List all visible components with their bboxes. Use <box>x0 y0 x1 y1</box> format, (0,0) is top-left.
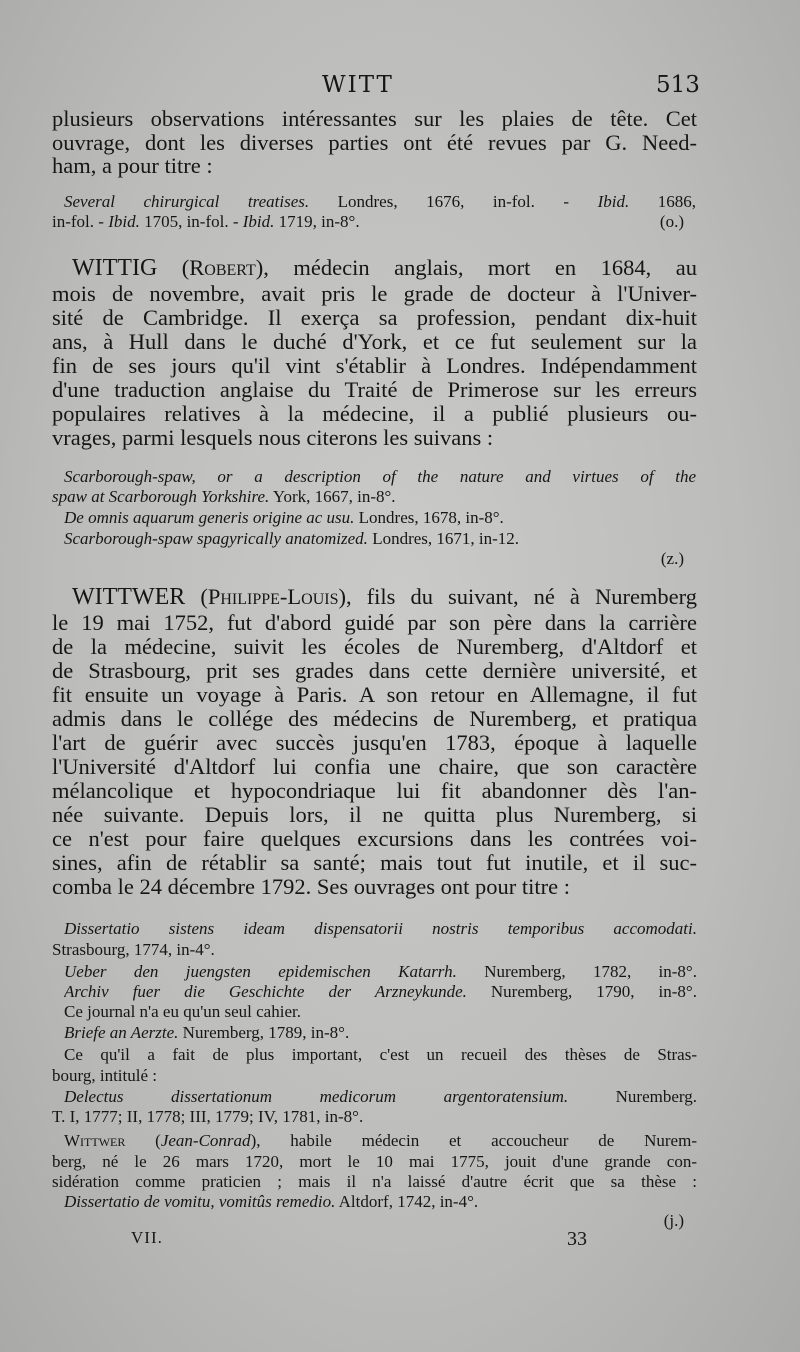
text-line: sines, afin de rétablir sa santé; mais tout fut inutile, et il suc- <box>52 850 697 875</box>
work-text: Nuremberg, 1789, in-8°. <box>178 1023 350 1042</box>
ref-text: Londres, 1676, in-fol. - <box>309 192 598 211</box>
work-title-text: Scarborough-spaw, or a description of the nature and virtues of the <box>64 467 696 486</box>
work-line <box>52 486 697 508</box>
author-signature: (j.) <box>663 1211 684 1230</box>
work-line <box>64 961 697 983</box>
work-title <box>64 466 696 488</box>
work-line: T. I, 1777; II, 1778; III, 1779; IV, 1781, in-8°. <box>52 1107 364 1126</box>
work-title-text: Dissertatio de vomitu, vomitûs remedio. <box>64 1192 336 1211</box>
text-line: de Strasbourg, prit ses grades dans cette dernière université, et <box>52 658 697 683</box>
work-title-text: Ueber den juengsten epidemischen Katarrh. <box>64 962 457 981</box>
ref-ibid: Ibid. <box>108 212 140 231</box>
work-text: York, 1667, in-8°. <box>269 487 396 506</box>
work-title-text: Briefe an Aerzte. <box>64 1023 179 1042</box>
work-title-text: spaw at Scarborough Yorkshire. <box>52 487 270 506</box>
text-line: ouvrage, dont les diverses parties ont été revues par G. Need- <box>52 130 697 155</box>
work-text: Nuremberg, 1782, in-8°. <box>456 962 697 981</box>
entry-firstname: Philippe-Louis <box>207 584 339 609</box>
work-title-text: Delectus dissertationum medicorum argentoratensium. <box>64 1087 569 1106</box>
work-text: Londres, 1678, in-8°. <box>354 508 504 527</box>
ref-text: 1719, in-8°. <box>274 212 360 231</box>
entry-heading: WITTWER (Philippe-Louis), fils du suivant, né à Nuremberg <box>72 584 697 610</box>
text-line: l'art de guérir avec succès jusqu'en 1783, époque à laquelle <box>52 730 697 755</box>
author-signature: (z.) <box>660 549 684 568</box>
ref-text: 1705, in-fol. - <box>139 212 243 231</box>
ref-text: in-fol. - <box>52 212 109 231</box>
work-line: Strasbourg, 1774, in-4°. <box>52 940 215 959</box>
entry-name: Wittwer <box>64 1131 126 1150</box>
signature-mark: 33 <box>567 1228 587 1250</box>
ref-title: Several chirurgical treatises. <box>64 192 310 211</box>
text-line: populaires relatives à la médecine, il a publié plusieurs ou- <box>52 401 697 426</box>
text-line: fin de ses jours qu'il vint s'établir à Londres. Indépendamment <box>52 353 697 378</box>
work-text: Nuremberg, 1790, in-8°. <box>466 982 697 1001</box>
text-line: née suivante. Depuis lors, il ne quitta plus Nuremberg, si <box>52 802 697 827</box>
reference-line <box>64 191 696 213</box>
reference-line <box>52 211 572 233</box>
work-line <box>64 507 697 529</box>
text-line: vrages, parmi lesquels nous citerons les suivans : <box>52 425 494 450</box>
work-line <box>64 528 697 550</box>
text-line: ce n'est pour faire quelques excursions dans les contrées voi- <box>52 826 697 851</box>
work-title-text: Archiv fuer die Geschichte der Arzneykunde. <box>64 982 467 1001</box>
entry-name: WITTWER <box>72 584 186 610</box>
work-title-text: De omnis aquarum generis origine ac usu. <box>64 508 355 527</box>
running-title: WITT <box>322 72 394 98</box>
entry-text: ), fils du suivant, né à Nuremberg <box>338 584 697 609</box>
work-text: Altdorf, 1742, in-4°. <box>335 1192 479 1211</box>
entry-firstname: Robert <box>189 255 256 280</box>
text-line: le 19 mai 1752, fut d'abord guidé par son père dans la carrière <box>52 610 697 635</box>
entry-text: ), médecin anglais, mort en 1684, au <box>255 255 697 280</box>
text-line: ham, a pour titre : <box>52 153 213 178</box>
entry-firstname: Jean-Conrad <box>160 1131 251 1150</box>
entry-heading: WITTIG (Robert), médecin anglais, mort en 1684, au <box>72 255 697 281</box>
entry-text: ), habile médecin et accoucheur de Nurem- <box>250 1131 697 1150</box>
work-title-text: Dissertatio sistens ideam dispensatorii nostris temporibus accomodati. <box>64 919 697 938</box>
text-line: ans, à Hull dans le duché d'York, et ce fut seulement sur la <box>52 329 697 354</box>
text-line: l'Université d'Altdorf lui confia une chaire, que son caractère <box>52 754 697 779</box>
text-line: plusieurs observations intéressantes sur les plaies de tête. Cet <box>52 106 697 131</box>
text-line: comba le 24 décembre 1792. Ses ouvrages ont pour titre : <box>52 874 570 899</box>
work-line <box>64 1022 697 1044</box>
text-line: de la médecine, suivit les écoles de Nuremberg, d'Altdorf et <box>52 634 697 659</box>
volume-mark: VII. <box>131 1228 163 1247</box>
work-title-text: Scarborough-spaw spagyrically anatomized. <box>64 529 368 548</box>
entry-heading: Wittwer (Jean-Conrad), habile médecin et accoucheur de Nurem- <box>64 1131 697 1150</box>
work-note: Ce qu'il a fait de plus important, c'est un recueil des thèses de Stras- <box>64 1045 697 1064</box>
text-line: mois de novembre, avait pris le grade de docteur à l'Univer- <box>52 281 697 306</box>
entry-name: WITTIG <box>72 255 158 281</box>
page-number: 513 <box>656 72 700 98</box>
author-signature: (o.) <box>659 212 684 231</box>
work-text: Londres, 1671, in-12. <box>367 529 520 548</box>
text-line: fit ensuite un voyage à Paris. A son retour en Allemagne, il fut <box>52 682 697 707</box>
work-title <box>64 918 697 940</box>
text-line: mélancolique et hypocondriaque lui fit abandonner dès l'an- <box>52 778 697 803</box>
work-text: Nuremberg. <box>568 1087 697 1106</box>
ref-text: 1686, <box>629 192 696 211</box>
text-line: sidération comme praticien ; mais il n'a laissé d'autre écrit que sa thèse : <box>52 1172 697 1191</box>
work-note: Ce journal n'a eu qu'un seul cahier. <box>64 1002 301 1021</box>
work-line <box>64 1086 697 1108</box>
ref-ibid: Ibid. <box>597 192 630 211</box>
text-line: berg, né le 26 mars 1720, mort le 10 mai 1775, jouit d'une grande con- <box>52 1152 697 1171</box>
work-note: bourg, intitulé : <box>52 1066 157 1085</box>
text-line: d'une traduction anglaise du Traité de Primerose sur les erreurs <box>52 377 697 402</box>
work-line <box>64 981 697 1003</box>
ref-ibid: Ibid. <box>242 212 275 231</box>
running-header <box>0 72 800 102</box>
text-line: sité de Cambridge. Il exerça sa profession, pendant dix-huit <box>52 305 697 330</box>
text-line: admis dans le collége des médecins de Nuremberg, et pratiqua <box>52 706 697 731</box>
